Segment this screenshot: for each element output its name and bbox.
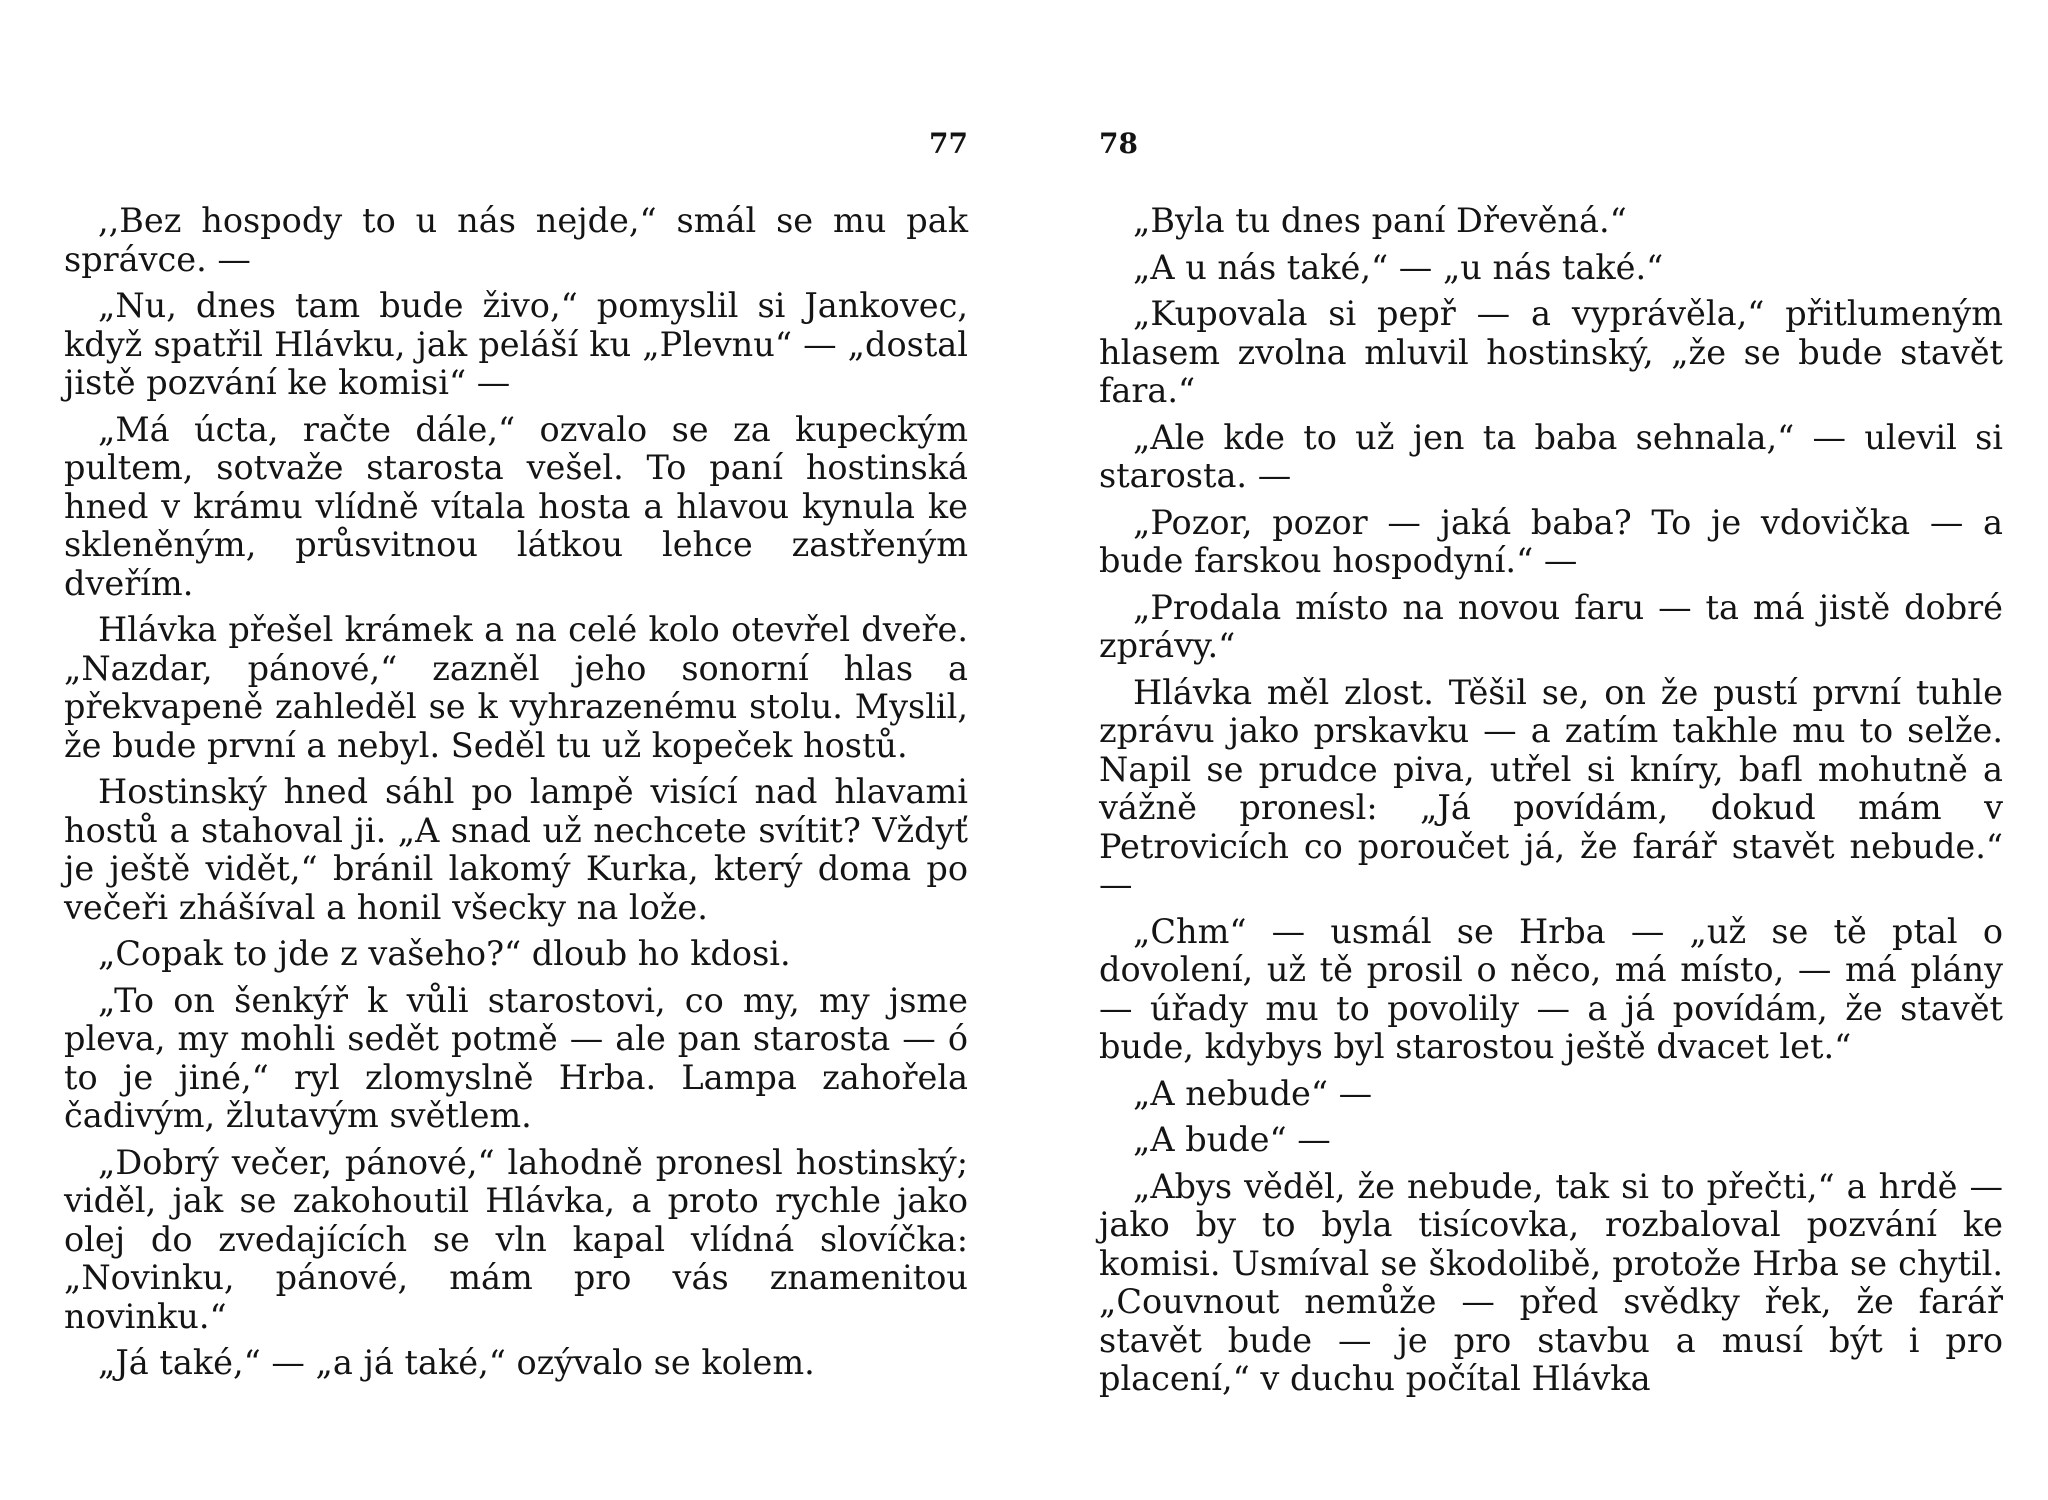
paragraph: „Abys věděl, že nebude, tak si to přečti,“ a hrdě — jako by to byla tisícovka, rozbaloval pozvání ke komisi. Usmíval se škodolibě, protože Hrba se chytil. „Couvnout nemůže — před svědky řek, že farář stavět bude — je pro stavbu a musí být i pro placení,“ v duchu počítal Hlávka — [1099, 1166, 2003, 1398]
paragraph: „Chm“ — usmál se Hrba — „už se tě ptal o dovolení, už tě prosil o něco, má místo, — má plány — úřady mu to povolily — a já povídám, že stavět bude, kdybys byl starostou ještě dvacet let.“ — [1099, 911, 2003, 1066]
paragraph: „Ale kde to už jen ta baba sehnala,“ — ulevil si starosta. — — [1099, 417, 2003, 495]
paragraph: „Nu, dnes tam bude živo,“ pomyslil si Jankovec, když spatřil Hlávku, jak peláší ku „Plevnu“ — „dostal jistě pozvání ke komisi“ — — [64, 286, 968, 402]
paragraph: „Já také,“ — „a já také,“ ozývalo se kolem. — [98, 1343, 815, 1382]
paragraph: „Pozor, pozor — jaká baba? To je vdovička — a bude farskou hospodyní.“ — — [1099, 502, 2003, 580]
left-page — [64, 0, 968, 1500]
paragraph: „To on šenkýř k vůli starostovi, co my, my jsme pleva, my mohli sedět potmě — ale pan starosta — ó to je jiné,“ ryl zlomyslně Hrba. Lampa zahořela čadivým, žlutavým světlem. — [64, 980, 968, 1135]
paragraph: Hostinský hned sáhl po lampě visící nad hlavami hostů a stahoval ji. „A snad už nechcete svítit? Vždyť je ještě vidět,“ bránil lakomý Kurka, který doma po večeři zhášíval a honil všecky na lože. — [64, 772, 968, 927]
right-page — [1099, 0, 2003, 1500]
paragraph: „A bude“ — — [1133, 1120, 1331, 1159]
paragraph: „Kupovala si pepř — a vyprávěla,“ přitlumeným hlasem zvolna mluvil hostinský, „že se bude stavět fara.“ — [1099, 294, 2003, 410]
paragraph: Hlávka přešel krámek a na celé kolo otevřel dveře. „Nazdar, pánové,“ zazněl jeho sonorní hlas a překvapeně zahleděl se k vyhrazenému stolu. Myslil, že bude první a nebyl. Seděl tu už kopeček hostů. — [64, 610, 968, 765]
paragraph: ,,Bez hospody to u nás nejde,“ smál se mu pak správce. — — [64, 201, 968, 279]
paragraph: „Byla tu dnes paní Dřevěná.“ — [1133, 201, 1627, 240]
paragraph: „A u nás také,“ — „u nás také.“ — [1133, 247, 1664, 287]
paragraph: „Má úcta, račte dále,“ ozvalo se za kupeckým pultem, sotvaže starosta vešel. To paní hostinská hned v krámu vlídně vítala hosta a hlavou kynula ke skleněným, průsvitnou látkou lehce zastřeným dveřím. — [64, 409, 968, 603]
paragraph: Hlávka měl zlost. Těšil se, on že pustí první tuhle zprávu jako prskavku — a zatím takhle mu to selže. Napil se prudce piva, utřel si kníry, bafl mohutně a vážně pronesl: „Já povídám, dokud mám v Petrovicích co poroučet já, že farář stavět nebude.“ — — [1099, 672, 2003, 904]
paragraph: „Prodala místo na novou faru — ta má jistě dobré zprávy.“ — [1099, 587, 2003, 665]
left-page-text — [64, 202, 968, 1383]
paragraph: „Dobrý večer, pánové,“ lahodně pronesl hostinský; viděl, jak se zakohoutil Hlávka, a proto rychle jako olej do zvedajících se vln kapal vlídná slovíčka: „Novinku, pánové, mám pro vás znamenitou novinku.“ — [64, 1142, 968, 1336]
paragraph: „Copak to jde z vašeho?“ dloub ho kdosi. — [98, 934, 791, 973]
right-page-text — [1099, 202, 2003, 1399]
page-number-right: 78 — [1099, 127, 1138, 160]
page-number-left: 77 — [929, 127, 968, 160]
paragraph: „A nebude“ — — [1133, 1073, 1373, 1113]
